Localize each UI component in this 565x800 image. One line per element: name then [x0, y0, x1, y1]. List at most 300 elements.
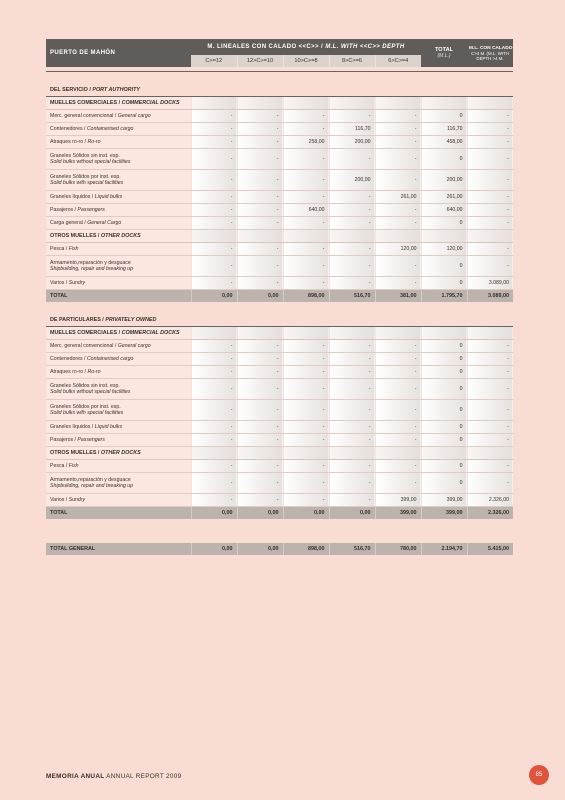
row-label-en: Solid bulks with special facilities [50, 180, 124, 186]
value-cell: - [237, 277, 283, 290]
value-cell: - [329, 460, 375, 473]
value-cell: - [375, 204, 421, 217]
value-cell: 120,00 [375, 243, 421, 256]
value-cell: - [283, 379, 329, 400]
value-cell: - [283, 277, 329, 290]
table-row [46, 400, 513, 421]
value-cell: - [467, 379, 513, 400]
section-heading-row [46, 84, 513, 97]
spacer-row [46, 302, 513, 314]
row-label-en: Fish [68, 246, 79, 252]
empty-cell [191, 97, 237, 110]
value-cell: - [283, 434, 329, 447]
value-cell: - [237, 434, 283, 447]
row-label [46, 353, 191, 366]
value-cell: 261,00 [421, 191, 467, 204]
value-cell: - [283, 217, 329, 230]
row-label [46, 379, 191, 400]
value-cell: - [191, 353, 237, 366]
row-label [46, 243, 191, 256]
value-cell: - [237, 353, 283, 366]
value-cell: 0,00 [237, 543, 283, 555]
value-cell: - [191, 494, 237, 507]
value-cell: - [329, 256, 375, 277]
value-cell: - [191, 110, 237, 123]
value-cell: 0,00 [191, 290, 237, 303]
row-label-es: Armamento,reparación y desguace [50, 477, 131, 483]
row-label-es: Merc. general convencional / [50, 113, 117, 119]
value-cell: - [237, 379, 283, 400]
empty-cell [421, 97, 467, 110]
row-label-es: Graneles Sólidos sin inst. esp. [50, 383, 120, 389]
value-cell: 5.415,00 [467, 543, 513, 555]
row-label-en: Solid bulks without special facilities [50, 159, 131, 165]
group-title-es: OTROS MUELLES / [50, 233, 100, 239]
value-cell: - [191, 379, 237, 400]
empty-cell [237, 447, 283, 460]
value-cell: 0,00 [191, 543, 237, 555]
value-cell: - [467, 217, 513, 230]
value-cell: - [467, 170, 513, 191]
empty-cell [329, 447, 375, 460]
value-cell: - [329, 379, 375, 400]
row-label-es: Armamento,reparación y desguace [50, 260, 131, 266]
section-heading [46, 84, 513, 97]
row-label-es: Pasajeros / [50, 207, 76, 213]
value-cell: - [191, 204, 237, 217]
value-cell: - [375, 473, 421, 494]
empty-cell [237, 97, 283, 110]
row-label-en: Passengers [77, 437, 105, 443]
value-cell: - [191, 256, 237, 277]
value-cell: 516,70 [329, 543, 375, 555]
value-cell: - [329, 400, 375, 421]
value-cell: 898,00 [283, 543, 329, 555]
value-cell: - [375, 400, 421, 421]
depth-column-header: 10>C>=8 [283, 55, 329, 67]
table-row [46, 191, 513, 204]
row-label-es: Graneles Sólidos por inst. esp. [50, 174, 121, 180]
value-cell: - [329, 110, 375, 123]
value-cell: - [191, 460, 237, 473]
value-cell: 516,70 [329, 290, 375, 303]
row-label-en: Sundry [68, 497, 86, 503]
section-title-en: PORT AUTHORITY [92, 87, 140, 93]
value-cell: - [375, 149, 421, 170]
row-label [46, 460, 191, 473]
row-label [46, 400, 191, 421]
group-title-es: MUELLES COMERCIALES / [50, 100, 121, 106]
value-cell: 0 [421, 473, 467, 494]
value-cell: - [191, 434, 237, 447]
group-heading [46, 97, 191, 110]
value-cell: - [237, 473, 283, 494]
value-cell: - [191, 217, 237, 230]
row-label-en: Passengers [77, 207, 105, 213]
spacer-row [46, 72, 513, 85]
spacer-row [46, 531, 513, 543]
value-cell: - [283, 353, 329, 366]
value-cell: 2.326,00 [467, 494, 513, 507]
row-label-en: General Cargo [87, 220, 122, 226]
total-header: TOTAL (M.L.) [421, 39, 467, 67]
value-cell: - [467, 434, 513, 447]
value-cell: 200,00 [421, 170, 467, 191]
value-cell: - [237, 421, 283, 434]
page-number: 85 [529, 765, 549, 785]
value-cell: - [375, 136, 421, 149]
row-label-en: General cargo [117, 113, 151, 119]
value-cell: 898,00 [283, 290, 329, 303]
value-cell: 640,00 [421, 204, 467, 217]
value-cell: 399,00 [375, 494, 421, 507]
value-cell: - [283, 366, 329, 379]
empty-cell [283, 447, 329, 460]
value-cell: - [283, 170, 329, 191]
value-cell: - [467, 460, 513, 473]
table-row [46, 204, 513, 217]
value-cell: 0,00 [283, 507, 329, 520]
empty-cell [329, 230, 375, 243]
row-label-es: Varios / [50, 280, 68, 286]
row-label-es: Contenedores / [50, 126, 86, 132]
empty-cell [375, 230, 421, 243]
section-title-es: DEL SERVICIO / [50, 87, 91, 93]
value-cell: - [375, 277, 421, 290]
group-heading-row [46, 327, 513, 340]
value-cell: 120,00 [421, 243, 467, 256]
value-cell: - [329, 421, 375, 434]
row-label-es: Graneles líquidos / [50, 194, 94, 200]
value-cell: - [375, 170, 421, 191]
table-row [46, 256, 513, 277]
row-label-en: Shipbuilding, repair and breaking up [50, 266, 134, 272]
value-cell: - [329, 473, 375, 494]
value-cell: 0,00 [191, 507, 237, 520]
value-cell: - [191, 136, 237, 149]
group-heading [46, 327, 191, 340]
table-row [46, 217, 513, 230]
row-label-es: Graneles Sólidos por inst. esp. [50, 404, 121, 410]
row-label [46, 217, 191, 230]
value-cell: - [237, 400, 283, 421]
empty-cell [283, 327, 329, 340]
value-cell: 0,00 [329, 507, 375, 520]
group-title-es: OTROS MUELLES / [50, 450, 100, 456]
spacer-row [46, 519, 513, 531]
value-cell: 0 [421, 340, 467, 353]
depth-column-header: 8>C>=6 [329, 55, 375, 67]
value-cell: - [375, 256, 421, 277]
group-title-en: OTHER DOCKS [100, 233, 141, 239]
table-row [46, 170, 513, 191]
value-cell: 0 [421, 366, 467, 379]
value-cell: - [191, 170, 237, 191]
value-cell: - [237, 256, 283, 277]
table-row [46, 421, 513, 434]
total-row [46, 507, 513, 520]
value-cell: - [467, 400, 513, 421]
table-row [46, 136, 513, 149]
group-title-en: OTHER DOCKS [100, 450, 141, 456]
row-label [46, 434, 191, 447]
group-heading [46, 230, 191, 243]
row-label-es: Pesca / [50, 246, 68, 252]
footer-brand: MEMORIA ANUAL ANNUAL REPORT 2009 [46, 773, 182, 780]
row-label [46, 277, 191, 290]
row-label [46, 494, 191, 507]
value-cell: 261,00 [375, 191, 421, 204]
value-cell: - [375, 460, 421, 473]
value-cell: - [237, 366, 283, 379]
empty-cell [191, 447, 237, 460]
value-cell: - [467, 123, 513, 136]
table-row [46, 243, 513, 256]
value-cell: - [329, 340, 375, 353]
value-cell: 0,00 [237, 290, 283, 303]
table-row [46, 379, 513, 400]
value-cell: - [237, 340, 283, 353]
empty-cell [329, 327, 375, 340]
row-label-es: Graneles líquidos / [50, 424, 94, 430]
section-title-es: DE PARTICULARES / [50, 317, 104, 323]
grand-total-label: TOTAL GENERAL [46, 543, 191, 555]
value-cell: - [283, 149, 329, 170]
section-heading-row [46, 314, 513, 327]
value-cell: - [329, 149, 375, 170]
row-label-es: Pesca / [50, 463, 68, 469]
row-label-es: Varios / [50, 497, 68, 503]
row-label-en: Solid bulks without special facilities [50, 389, 131, 395]
value-cell: - [467, 473, 513, 494]
value-cell: - [237, 149, 283, 170]
value-cell: - [467, 256, 513, 277]
berth-length-table [46, 39, 513, 555]
value-cell: 0 [421, 353, 467, 366]
value-cell: - [329, 204, 375, 217]
value-cell: - [237, 243, 283, 256]
value-cell: 0 [421, 110, 467, 123]
value-cell: 381,00 [375, 290, 421, 303]
row-label-es: Merc. general convencional / [50, 343, 117, 349]
empty-cell [375, 447, 421, 460]
grand-total-row [46, 543, 513, 555]
value-cell: - [191, 243, 237, 256]
value-cell: - [191, 473, 237, 494]
row-label [46, 123, 191, 136]
value-cell: - [329, 353, 375, 366]
group-title-es: MUELLES COMERCIALES / [50, 330, 121, 336]
value-cell: - [375, 353, 421, 366]
total-label: TOTAL [46, 507, 191, 520]
group-heading-row [46, 230, 513, 243]
row-label-es: Carga general / [50, 220, 86, 226]
value-cell: - [191, 191, 237, 204]
value-cell: - [283, 110, 329, 123]
group-heading-row [46, 97, 513, 110]
empty-cell [467, 327, 513, 340]
value-cell: - [191, 277, 237, 290]
row-label-es: Contenedores / [50, 356, 86, 362]
value-cell: 0 [421, 277, 467, 290]
total-label: TOTAL [46, 290, 191, 303]
section-heading [46, 314, 513, 327]
value-cell: 0 [421, 149, 467, 170]
row-label [46, 204, 191, 217]
row-label-en: Containerised cargo [86, 126, 134, 132]
row-label-en: Liquid bulks [94, 424, 123, 430]
table-row [46, 460, 513, 473]
empty-cell [421, 327, 467, 340]
depth-over-4-header: M.L. CON CALADO C>4 M. (M.L. WITH DEPTH >4 M. [467, 39, 513, 67]
value-cell: - [237, 460, 283, 473]
value-cell: 1.795,70 [421, 290, 467, 303]
value-cell: 200,00 [329, 170, 375, 191]
value-cell: - [191, 340, 237, 353]
value-cell: - [283, 191, 329, 204]
table-row [46, 434, 513, 447]
group-title-en: COMMERCIAL DOCKS [121, 330, 180, 336]
row-label-es: Graneles Sólidos sin inst. esp. [50, 153, 120, 159]
value-cell: - [329, 191, 375, 204]
value-cell: 0 [421, 256, 467, 277]
row-label-en: Solid bulks with special facilities [50, 410, 124, 416]
value-cell: - [375, 434, 421, 447]
table-row [46, 353, 513, 366]
value-cell: 399,00 [421, 507, 467, 520]
value-cell: - [191, 123, 237, 136]
table-row [46, 123, 513, 136]
value-cell: - [375, 340, 421, 353]
value-cell: - [283, 243, 329, 256]
depth-column-header: 12>C>=10 [237, 55, 283, 67]
empty-cell [283, 97, 329, 110]
value-cell: 2.194,70 [421, 543, 467, 555]
value-cell: - [283, 421, 329, 434]
empty-cell [467, 97, 513, 110]
group-heading [46, 447, 191, 460]
row-label-es: Pasajeros / [50, 437, 76, 443]
row-label-es: Atraques ro-ro / [50, 369, 87, 375]
value-cell: - [283, 256, 329, 277]
table-row [46, 366, 513, 379]
value-cell: - [329, 217, 375, 230]
value-cell: - [191, 366, 237, 379]
total-row [46, 290, 513, 303]
value-cell: - [375, 421, 421, 434]
group-heading-row [46, 447, 513, 460]
value-cell: - [375, 217, 421, 230]
value-cell: 458,00 [421, 136, 467, 149]
value-cell: - [191, 400, 237, 421]
row-label-en: Sundry [68, 280, 86, 286]
value-cell: 116,70 [329, 123, 375, 136]
row-label [46, 110, 191, 123]
depth-column-header: 6>C>=4 [375, 55, 421, 67]
value-cell: - [191, 149, 237, 170]
value-cell: - [375, 123, 421, 136]
value-cell: 3.089,00 [467, 290, 513, 303]
value-cell: - [191, 421, 237, 434]
value-cell: - [467, 366, 513, 379]
table-row [46, 277, 513, 290]
row-label-en: General cargo [117, 343, 151, 349]
row-label [46, 340, 191, 353]
value-cell: - [375, 110, 421, 123]
value-cell: - [467, 204, 513, 217]
value-cell: - [329, 434, 375, 447]
row-label-en: Ro-ro [87, 139, 101, 145]
empty-cell [467, 230, 513, 243]
value-cell: - [467, 110, 513, 123]
value-cell: - [375, 379, 421, 400]
value-cell: 3.089,00 [467, 277, 513, 290]
row-label [46, 366, 191, 379]
row-label-en: Shipbuilding, repair and breaking up [50, 483, 134, 489]
table-row [46, 110, 513, 123]
value-cell: - [467, 340, 513, 353]
value-cell: 0,00 [237, 507, 283, 520]
value-cell: - [237, 191, 283, 204]
value-cell: - [237, 123, 283, 136]
row-label [46, 170, 191, 191]
value-cell: - [237, 110, 283, 123]
row-label-en: Fish [68, 463, 79, 469]
row-label [46, 421, 191, 434]
value-cell: 640,00 [283, 204, 329, 217]
value-cell: - [467, 353, 513, 366]
row-label [46, 473, 191, 494]
table-row [46, 473, 513, 494]
value-cell: 0 [421, 460, 467, 473]
value-cell: - [283, 400, 329, 421]
value-cell: - [329, 366, 375, 379]
value-cell: 0 [421, 400, 467, 421]
empty-cell [375, 97, 421, 110]
value-cell: - [329, 243, 375, 256]
depth-column-header: C>=12 [191, 55, 237, 67]
value-cell: - [329, 277, 375, 290]
value-cell: 2.326,00 [467, 507, 513, 520]
value-cell: - [237, 170, 283, 191]
group-title-en: COMMERCIAL DOCKS [121, 100, 180, 106]
value-cell: 0 [421, 379, 467, 400]
value-cell: - [467, 149, 513, 170]
row-label [46, 256, 191, 277]
empty-cell [329, 97, 375, 110]
row-label-es: Atraques ro-ro / [50, 139, 87, 145]
value-cell: 258,00 [283, 136, 329, 149]
value-cell: - [329, 494, 375, 507]
value-cell: 0 [421, 434, 467, 447]
value-cell: - [237, 494, 283, 507]
value-cell: - [283, 494, 329, 507]
value-cell: 780,00 [375, 543, 421, 555]
value-cell: 116,70 [421, 123, 467, 136]
empty-cell [237, 327, 283, 340]
value-cell: - [237, 217, 283, 230]
empty-cell [191, 327, 237, 340]
value-cell: - [467, 421, 513, 434]
value-cell: - [283, 460, 329, 473]
empty-cell [191, 230, 237, 243]
empty-cell [467, 447, 513, 460]
value-cell: - [237, 204, 283, 217]
row-label-en: Ro-ro [87, 369, 101, 375]
value-cell: - [467, 243, 513, 256]
value-cell: - [467, 191, 513, 204]
empty-cell [421, 230, 467, 243]
